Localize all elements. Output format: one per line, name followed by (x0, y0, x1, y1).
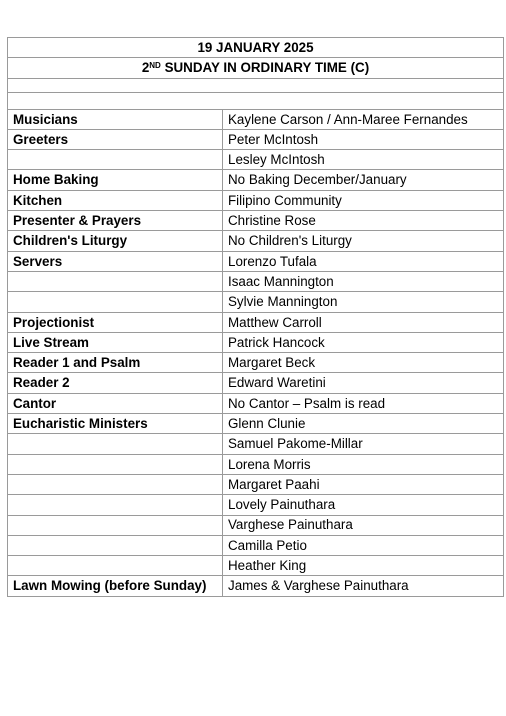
roster-row (8, 535, 504, 555)
roster-row (8, 454, 504, 474)
roster-row (8, 211, 504, 231)
assignee-cell: Glenn Clunie (223, 414, 504, 434)
assignee-cell: Isaac Mannington (223, 271, 504, 291)
roster-row (8, 414, 504, 434)
roster-row (8, 312, 504, 332)
assignee-cell: Kaylene Carson / Ann-Maree Fernandes (223, 109, 504, 129)
role-cell: Kitchen (8, 190, 223, 210)
role-cell (8, 150, 223, 170)
assignee-cell: Margaret Paahi (223, 474, 504, 494)
spacer-cell (8, 92, 504, 109)
roster-row (8, 129, 504, 149)
assignee-cell: Samuel Pakome-Millar (223, 434, 504, 454)
assignee-cell: Lorenzo Tufala (223, 251, 504, 271)
sunday-title: SUNDAY IN ORDINARY TIME (C) (160, 60, 370, 76)
role-cell (8, 556, 223, 576)
roster-row (8, 434, 504, 454)
roster-row (8, 332, 504, 352)
roster-table (7, 37, 504, 597)
assignee-cell: Christine Rose (223, 211, 504, 231)
role-cell: Reader 2 (8, 373, 223, 393)
occasion-heading (8, 58, 504, 78)
role-cell: Eucharistic Ministers (8, 414, 223, 434)
role-cell (8, 271, 223, 291)
roster-row (8, 109, 504, 129)
roster-row (8, 150, 504, 170)
role-cell (8, 292, 223, 312)
role-cell (8, 515, 223, 535)
roster-row (8, 556, 504, 576)
roster-row (8, 474, 504, 494)
role-cell: Projectionist (8, 312, 223, 332)
assignee-cell: No Cantor – Psalm is read (223, 393, 504, 413)
roster-row (8, 353, 504, 373)
assignee-cell: Matthew Carroll (223, 312, 504, 332)
assignee-cell: Peter McIntosh (223, 129, 504, 149)
role-cell (8, 454, 223, 474)
roster-row (8, 495, 504, 515)
role-cell: Musicians (8, 109, 223, 129)
role-cell: Reader 1 and Psalm (8, 353, 223, 373)
roster-row (8, 251, 504, 271)
assignee-cell: Varghese Painuthara (223, 515, 504, 535)
date-heading: 19 JANUARY 2025 (8, 38, 504, 58)
role-cell (8, 535, 223, 555)
occasion-row (8, 58, 504, 78)
assignee-cell: Heather King (223, 556, 504, 576)
blank-row (8, 78, 504, 92)
role-cell: Lawn Mowing (before Sunday) (8, 576, 223, 596)
role-cell: Greeters (8, 129, 223, 149)
roster-row (8, 231, 504, 251)
assignee-cell: Lovely Painuthara (223, 495, 504, 515)
date-row (8, 38, 504, 58)
role-cell (8, 474, 223, 494)
roster-row (8, 373, 504, 393)
roster-row (8, 170, 504, 190)
role-cell (8, 495, 223, 515)
assignee-cell: No Children's Liturgy (223, 231, 504, 251)
role-cell: Cantor (8, 393, 223, 413)
assignee-cell: Lesley McIntosh (223, 150, 504, 170)
roster-row (8, 292, 504, 312)
role-cell (8, 434, 223, 454)
roster-row (8, 271, 504, 291)
role-cell: Home Baking (8, 170, 223, 190)
assignee-cell: Lorena Morris (223, 454, 504, 474)
assignee-cell: Margaret Beck (223, 353, 504, 373)
role-cell: Live Stream (8, 332, 223, 352)
roster-row (8, 393, 504, 413)
roster-body (8, 38, 504, 597)
role-cell: Children's Liturgy (8, 231, 223, 251)
ordinal-suffix: ND (149, 61, 161, 71)
assignee-cell: James & Varghese Painuthara (223, 576, 504, 596)
spacer-row (8, 92, 504, 109)
assignee-cell: Filipino Community (223, 190, 504, 210)
assignee-cell: Patrick Hancock (223, 332, 504, 352)
assignee-cell: No Baking December/January (223, 170, 504, 190)
assignee-cell: Edward Waretini (223, 373, 504, 393)
assignee-cell: Sylvie Mannington (223, 292, 504, 312)
roster-row (8, 515, 504, 535)
roster-row (8, 576, 504, 596)
sunday-number: 2 (141, 60, 150, 76)
assignee-cell: Camilla Petio (223, 535, 504, 555)
blank-cell (8, 78, 504, 92)
role-cell: Presenter & Prayers (8, 211, 223, 231)
role-cell: Servers (8, 251, 223, 271)
roster-row (8, 190, 504, 210)
